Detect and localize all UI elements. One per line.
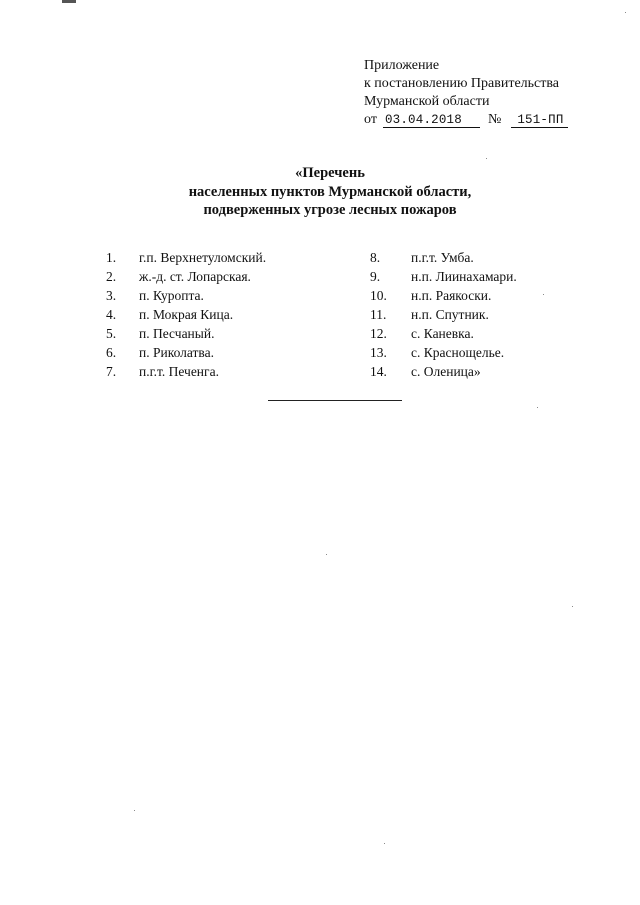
item-number: 11. (370, 307, 387, 322)
scan-speck (543, 294, 544, 295)
title-line-1: «Перечень (295, 165, 365, 181)
scan-artifact-mark (62, 0, 76, 3)
scan-speck (486, 158, 487, 159)
settlements-list-left (106, 248, 266, 381)
header-region-label: Мурманской области (364, 94, 490, 109)
scan-speck (625, 12, 626, 13)
scan-speck (572, 606, 573, 607)
scan-speck (384, 843, 385, 844)
list-item (106, 248, 266, 267)
list-item (106, 267, 266, 286)
list-item (106, 324, 266, 343)
title-line-2: населенных пунктов Мурманской области, (188, 183, 472, 200)
item-number: 4. (106, 307, 117, 322)
list-item (370, 324, 517, 343)
item-text: н.п. Спутник. (411, 307, 489, 322)
item-text: с. Оленица» (411, 364, 481, 379)
item-number: 2. (106, 269, 117, 284)
item-text: п. Мокрая Кица. (139, 307, 234, 322)
document-title (0, 164, 640, 220)
list-item (106, 305, 266, 324)
item-text: п. Куропта. (139, 288, 204, 303)
item-text: н.п. Лиинахамари. (411, 269, 517, 284)
item-number: 3. (106, 288, 117, 303)
scan-speck (134, 810, 135, 811)
header-resolution-label: к постановлению Правительства (364, 76, 560, 91)
scan-speck (326, 554, 327, 555)
item-number: 13. (370, 345, 387, 360)
item-text: н.п. Раякоски. (411, 288, 492, 303)
header-appendix-label: Приложение (364, 58, 440, 73)
header-date-number-line (364, 111, 568, 129)
item-text: п. Песчаный. (139, 326, 215, 341)
scan-speck (537, 407, 538, 408)
date-prefix: от (364, 112, 377, 127)
settlements-list-right (370, 248, 517, 381)
list-item (370, 362, 517, 381)
item-text: п.г.т. Печенга. (139, 364, 219, 379)
resolution-date: 03.04.2018 (383, 114, 480, 128)
item-text: п.г.т. Умба. (411, 250, 474, 265)
list-item (106, 343, 266, 362)
item-text: с. Краснощелье. (411, 345, 505, 360)
list-item (370, 267, 517, 286)
list-item (106, 362, 266, 381)
closing-divider (268, 400, 402, 401)
list-item (370, 305, 517, 324)
item-text: п. Риколатва. (139, 345, 214, 360)
title-line-3: подверженных угрозе лесных пожаров (203, 202, 457, 218)
number-sign: № (487, 112, 502, 127)
list-item (370, 343, 517, 362)
item-number: 8. (370, 250, 381, 265)
item-number: 14. (370, 364, 387, 379)
resolution-number: 151-ПП (511, 114, 567, 128)
list-item (370, 248, 517, 267)
item-number: 12. (370, 326, 387, 341)
item-number: 10. (370, 288, 387, 303)
item-number: 9. (370, 269, 381, 284)
item-text: с. Каневка. (411, 326, 474, 341)
item-text: ж.-д. ст. Лопарская. (139, 269, 251, 284)
item-number: 6. (106, 345, 117, 360)
approval-header (364, 57, 568, 129)
list-item (370, 286, 517, 305)
item-number: 5. (106, 326, 117, 341)
item-text: г.п. Верхнетуломский. (139, 250, 267, 265)
list-item (106, 286, 266, 305)
item-number: 1. (106, 250, 117, 265)
item-number: 7. (106, 364, 117, 379)
